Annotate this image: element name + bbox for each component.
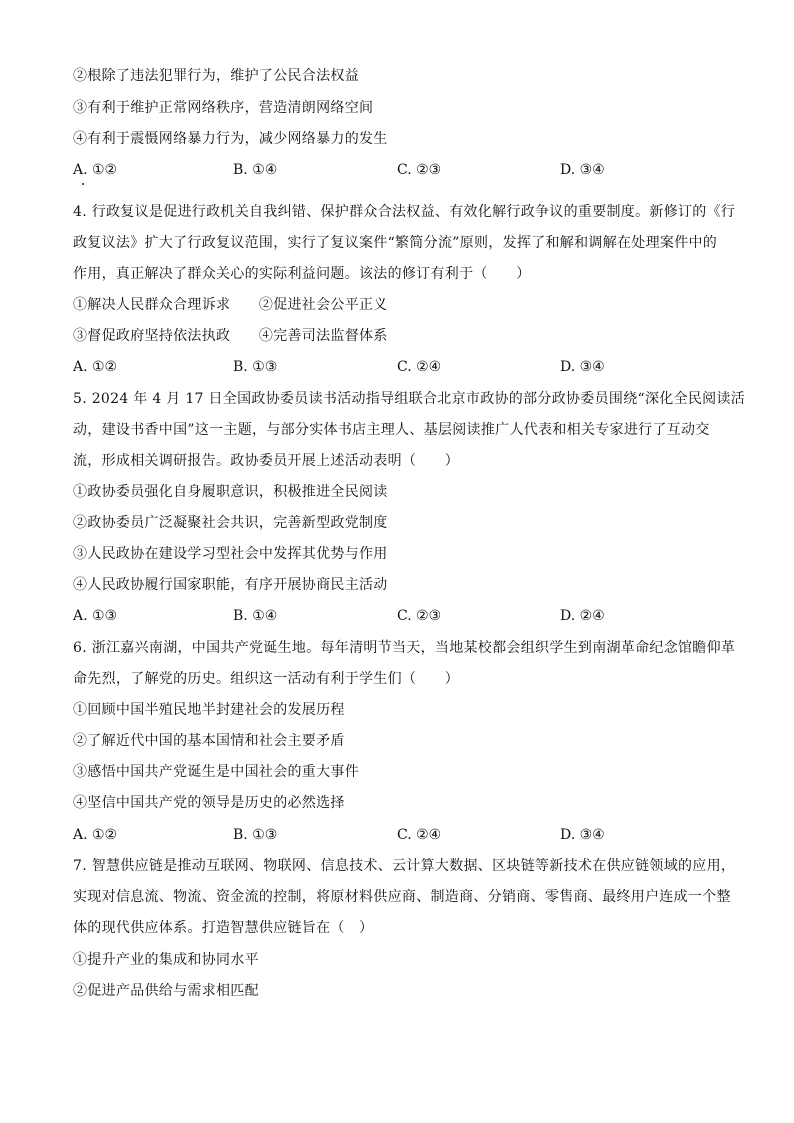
q4-option-c[interactable]: C. ②④ [397,359,442,375]
q5-option-b[interactable]: B. ①④ [233,608,278,624]
q5-statement-4: ④人民政协履行国家职能，有序开展协商民主活动 [73,577,388,593]
q4-options [73,357,713,377]
q3-statement-3: ③有利于维护正常网络秩序，营造清朗网络空间 [73,100,374,116]
q5-statement-2: ②政协委员广泛凝聚社会共识，完善新型政党制度 [73,515,388,531]
q7-stem-line-1: 7. 智慧供应链是推动互联网、物联网、信息技术、云计算大数据、区块链等新技术在供应链领域的应用， [73,858,736,874]
q5-stem-line-1: 5. 2024 年 4 月 17 日全国政协委员读书活动指导组联合北京市政协的部分政协委员围绕“深化全民阅读活 [73,391,746,407]
q6-stem-line-1: 6. 浙江嘉兴南湖，中国共产党诞生地。每年清明节当天，当地某校都会组织学生到南湖革命纪念馆瞻仰革 [73,640,736,656]
q4-stem-line-3: 作用，真正解决了群众关心的实际利益问题。该法的修订有利于（ ） [73,266,531,282]
q6-options [73,825,713,845]
q4-option-a[interactable]: A. ①② [73,359,118,375]
q7-statement-1: ①提升产业的集成和协同水平 [73,952,259,968]
q3-option-a[interactable]: A. ①② [73,162,118,178]
q6-statement-1: ①回顾中国半殖民地半封建社会的发展历程 [73,702,345,718]
q7-statement-2: ②促进产品供给与需求相匹配 [73,983,259,999]
q6-statement-3: ③感悟中国共产党诞生是中国社会的重大事件 [73,764,359,780]
q3-option-d[interactable]: D. ③④ [560,162,605,178]
q4-option-b[interactable]: B. ①③ [233,359,278,375]
q5-options [73,606,713,626]
q6-option-b[interactable]: B. ①③ [233,827,278,843]
q6-stem-line-2: 命先烈，了解党的历史。组织这一活动有利于学生们（ ） [73,671,460,687]
q4-stem-line-2: 政复议法》扩大了行政复议范围，实行了复议案件“繁简分流”原则，发挥了和解和调解在处理案件中的 [73,235,718,251]
q5-stem-line-3: 流，形成相关调研报告。政协委员开展上述活动表明（ ） [73,453,460,469]
q6-option-c[interactable]: C. ②④ [397,827,442,843]
q3-statement-4: ④有利于震慑网络暴力行为，减少网络暴力的发生 [73,131,388,147]
q5-option-a[interactable]: A. ①③ [73,608,118,624]
q5-statement-3: ③人民政协在建设学习型社会中发挥其优势与作用 [73,546,388,562]
q6-statement-4: ④坚信中国共产党的领导是历史的必然选择 [73,795,345,811]
q3-options [73,160,713,180]
stray-dot [82,183,84,185]
q5-statement-1: ①政协委员强化自身履职意识，积极推进全民阅读 [73,484,388,500]
q3-statement-2: ②根除了违法犯罪行为，维护了公民合法权益 [73,68,359,84]
q4-statements-3-4: ③督促政府坚持依法执政 ④完善司法监督体系 [73,328,388,344]
q3-option-c[interactable]: C. ②③ [397,162,442,178]
q6-option-d[interactable]: D. ③④ [560,827,605,843]
q6-statement-2: ②了解近代中国的基本国情和社会主要矛盾 [73,733,345,749]
q4-option-d[interactable]: D. ③④ [560,359,605,375]
q5-stem-line-2: 动，建设书香中国”这一主题，与部分实体书店主理人、基层阅读推广人代表和相关专家进行了互动交 [73,422,710,438]
q7-stem-line-3: 体的现代供应体系。打造智慧供应链旨在（ ） [73,920,374,936]
q3-option-b[interactable]: B. ①④ [233,162,278,178]
q6-option-a[interactable]: A. ①② [73,827,118,843]
q4-stem-line-1: 4. 行政复议是促进行政机关自我纠错、保护群众合法权益、有效化解行政争议的重要制度。新修订的《行 [73,204,736,220]
q5-option-c[interactable]: C. ②③ [397,608,442,624]
q7-stem-line-2: 实现对信息流、物流、资金流的控制，将原材料供应商、制造商、分销商、零售商、最终用户连成一个整 [73,889,731,905]
q4-statements-1-2: ①解决人民群众合理诉求 ②促进社会公平正义 [73,297,388,313]
q5-option-d[interactable]: D. ②④ [560,608,605,624]
